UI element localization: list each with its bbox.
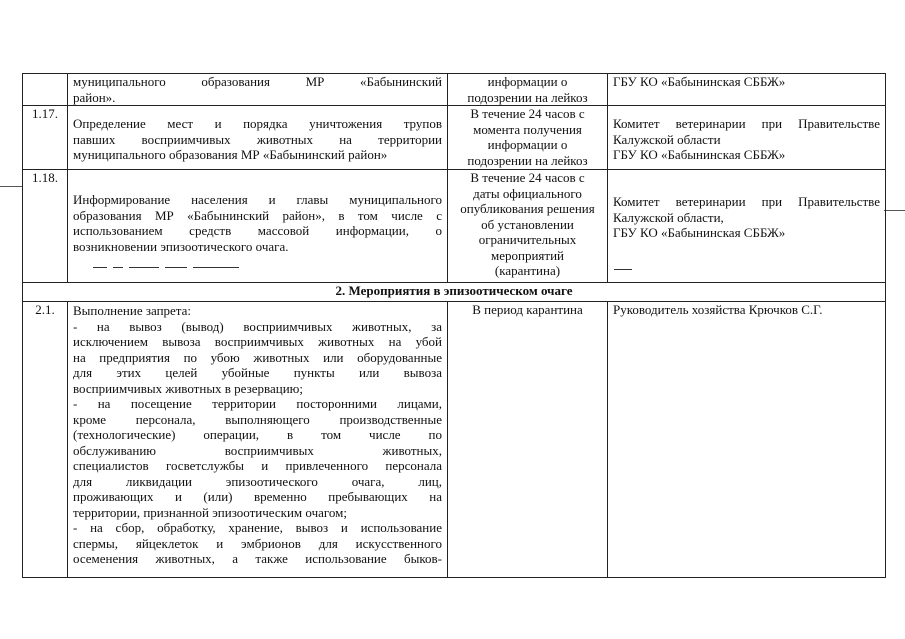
term-line: об установлении: [481, 216, 574, 232]
measure-line: для этих целей убойные пункты или вывоза: [73, 365, 442, 380]
term-line: (карантина): [494, 263, 561, 278]
measure-line: исключением вывоза восприимчивых животных на убой: [73, 334, 442, 349]
measure-line: - на посещение территории посторонними лицами,: [73, 396, 442, 411]
scan-margin-line: [0, 186, 22, 187]
measure-line: проживающих и (или) временно пребывающих на: [73, 489, 442, 504]
measure-cell: [68, 170, 448, 283]
responsible-line: ГБУ КО «Бабынинская СББЖ»: [613, 225, 786, 240]
term-line: опубликования решения: [460, 201, 595, 216]
measure-line: павших восприимчивых животных на территории: [73, 131, 442, 147]
term-cell: В период карантина: [448, 302, 608, 578]
scan-dash-marks: [614, 261, 638, 277]
measure-line: Информирование населения и главы муниципального: [73, 192, 442, 207]
term-line: подозрении на лейкоз: [467, 152, 588, 168]
table-row: [23, 106, 886, 170]
measure-line: восприимчивых животных в резервацию;: [73, 380, 303, 396]
term-line: информации о: [487, 137, 568, 152]
measure-line: спермы, яйцеклеток и эмбрионов для искусственного: [73, 535, 442, 551]
term-line: информации о: [487, 74, 568, 89]
term-cell: [448, 106, 608, 170]
measure-line: территории, признанной эпизоотическим очагом;: [73, 504, 347, 520]
measure-line: осеменения животных, а также использование быков-: [73, 551, 442, 566]
responsible-cell: [608, 106, 886, 170]
responsible-cell: [608, 170, 886, 283]
measure-line: для ликвидации эпизоотического очага, лиц,: [73, 473, 442, 489]
responsible-line: ГБУ КО «Бабынинская СББЖ»: [613, 147, 786, 162]
measure-line: Выполнение запрета:: [73, 303, 192, 318]
responsible-cell: Руководитель хозяйства Крючков С.Г.: [608, 302, 886, 578]
measure-line: - на сбор, обработку, хранение, вывоз и использование: [73, 520, 442, 535]
measure-cell: [68, 106, 448, 170]
measure-line: муниципального образования МР «Бабынинский район»: [73, 147, 388, 162]
measure-line: район».: [73, 89, 116, 105]
row-number: 2.1.: [23, 302, 68, 578]
term-cell: [448, 170, 608, 283]
row-number: [23, 74, 68, 106]
responsible-line: Комитет ветеринарии при Правительстве: [613, 116, 880, 131]
responsible-line: Калужской области,: [613, 209, 724, 225]
table-row: [23, 170, 886, 283]
responsible-line: Комитет ветеринарии при Правительстве: [613, 194, 880, 209]
row-number: 1.18.: [23, 170, 68, 283]
measure-cell: [68, 74, 448, 106]
section-header-row: [23, 283, 886, 302]
responsible-line: ГБУ КО «Бабынинская СББЖ»: [613, 74, 786, 89]
measure-line: возникновении эпизоотического очага.: [73, 238, 289, 254]
responsible-cell: [608, 74, 886, 106]
term-cell: [448, 74, 608, 106]
term-line: В течение 24 часов с: [470, 170, 585, 185]
measures-table: [22, 73, 886, 578]
scan-dash-marks: [93, 259, 245, 275]
table-row: [23, 74, 886, 106]
measure-line: - на вывоз (вывод) восприимчивых животных, за: [73, 318, 442, 334]
measure-line: образования МР «Бабынинский район», в том числе с: [73, 207, 442, 223]
measure-cell: [68, 302, 448, 578]
section-title: 2. Мероприятия в эпизоотическом очаге: [23, 283, 886, 302]
term-line: даты официального: [473, 185, 582, 201]
measure-line: обслуживанию восприимчивых животных,: [73, 442, 442, 458]
measure-line: (технологические) операции, в том числе по: [73, 427, 442, 442]
measure-line: использованием средств массовой информации, о: [73, 223, 442, 238]
measure-line: специалистов госветслужбы и привлеченного персонала: [73, 458, 442, 473]
term-line: ограничительных: [478, 232, 577, 247]
measure-line: на предприятия по убою животных или оборудованные: [73, 349, 442, 365]
term-line: В течение 24 часов с: [470, 106, 585, 121]
term-line: подозрении на лейкоз: [467, 89, 588, 105]
measure-line: кроме персонала, выполняющего производственные: [73, 411, 442, 427]
table-row: [23, 302, 886, 578]
measure-line: Определение мест и порядка уничтожения трупов: [73, 116, 442, 131]
scan-margin-line: [884, 210, 905, 211]
responsible-line: Калужской области: [613, 131, 721, 147]
term-line: момента получения: [473, 121, 582, 137]
measure-line: муниципального образования МР «Бабынинский: [73, 74, 442, 89]
term-line: мероприятий: [491, 247, 564, 263]
row-number: 1.17.: [23, 106, 68, 170]
